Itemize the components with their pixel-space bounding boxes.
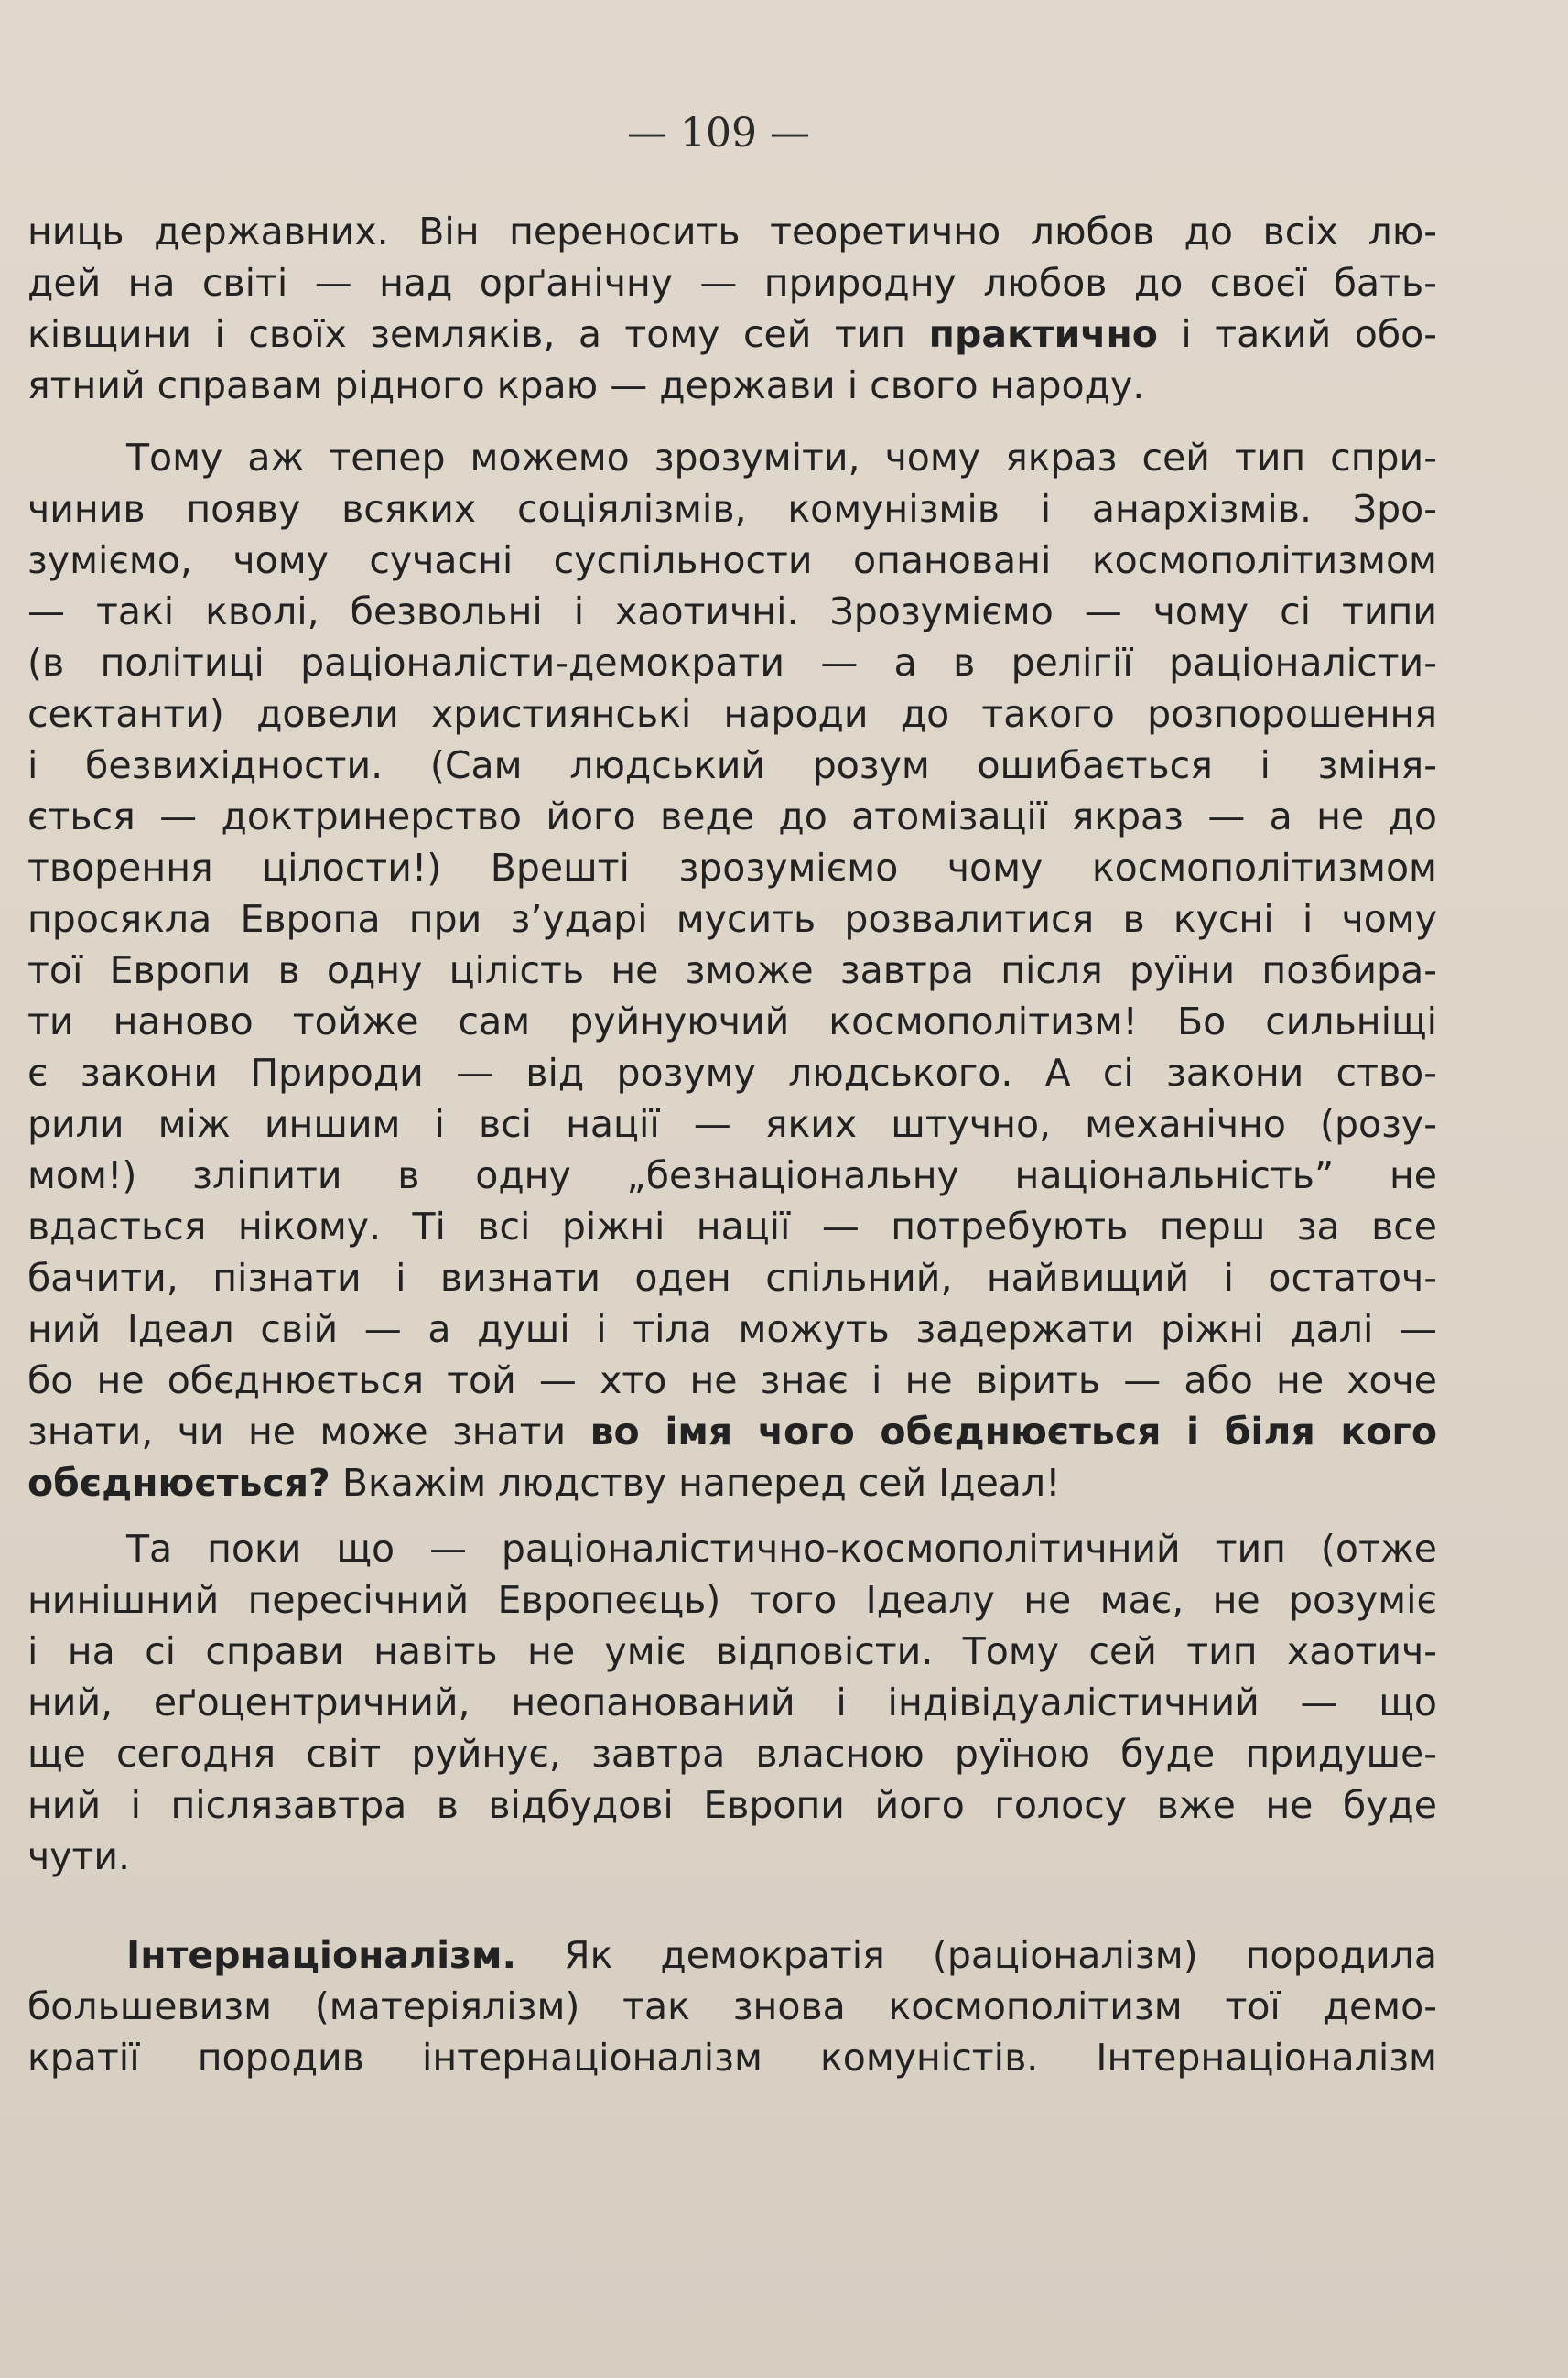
text-line: ний Ідеал свій — а душі і тіла можуть задержати ріжні далі —: [27, 1307, 1437, 1351]
text-line: сектанти) довели християнські народи до такого розпорошення: [27, 692, 1437, 736]
text-line: ще сегодня світ руйнує, завтра власною руїною буде придуше-: [27, 1732, 1437, 1776]
bold-phrase: обєднюється?: [27, 1461, 330, 1505]
text-line: большевизм (матеріялізм) так знова космополітизм тої демо-: [27, 1984, 1437, 2028]
text-line: мом!) зліпити в одну „безнаціональну національність” не: [27, 1153, 1437, 1197]
text-line: ятний справам рідного краю — держави і свого народу.: [27, 363, 1145, 407]
text-line: знати, чи не може знати во імя чого обєднюється і біля кого: [27, 1410, 1437, 1454]
paragraph-2: [27, 432, 1437, 1508]
text-line: ний, еґоцентричний, неопанований і індівідуалістичний — що: [27, 1681, 1437, 1724]
text-line: Та поки що — раціоналістично-космополітичний тип (отже: [126, 1527, 1437, 1571]
paragraph-3: [27, 1523, 1437, 1882]
text-line: ється — доктринерство його веде до атомізації якраз — а не до: [27, 794, 1437, 838]
text-line: є закони Природи — від розуму людського. А сі закони ство-: [27, 1051, 1437, 1095]
text-line: бачити, пізнати і визнати оден спільний, найвищий і остаточ-: [27, 1256, 1437, 1300]
text-line: Інтернаціоналізм. Як демократія (раціоналізм) породила: [126, 1933, 1437, 1977]
text-line: — такі кволі, безвольні і хаотичні. Зрозуміємо — чому сі типи: [27, 589, 1437, 633]
text-line: тої Европи в одну цілість не зможе завтра після руїни позбира-: [27, 948, 1437, 992]
text-line: вдасться нікому. Ті всі ріжні нації — потребують перш за все: [27, 1205, 1437, 1248]
text-line: ківщини і своїх земляків, а тому сей тип практично і такий обо-: [27, 312, 1437, 356]
text-line: бо не обєднюється той — хто не знає і не вірить — або не хоче: [27, 1358, 1437, 1402]
text-line: ний і післязавтра в відбудові Европи його голосу вже не буде: [27, 1783, 1437, 1827]
text-line: просякла Европа при з’ударі мусить розвалитися в кусні і чому: [27, 897, 1437, 941]
section-heading: Інтернаціоналізм.: [126, 1933, 517, 1977]
paragraph-1: [27, 206, 1437, 411]
text-line: і безвихідности. (Сам людський розум ошибається і зміня-: [27, 743, 1437, 787]
text-line: ти наново тойже сам руйнуючий космополітизм! Бо сильніщі: [27, 1000, 1437, 1043]
text-line: рили між иншим і всі нації — яких штучно, механічно (розу-: [27, 1102, 1437, 1146]
text-line: Тому аж тепер можемо зрозуміти, чому якраз сей тип спри-: [126, 436, 1437, 480]
bold-phrase: во імя чого обєднюється і біля кого: [589, 1410, 1437, 1454]
text-line: творення цілости!) Врешті зрозуміємо чому космополітизмом: [27, 846, 1437, 890]
text-line: чути.: [27, 1834, 131, 1878]
page-number: — 109 —: [627, 110, 810, 157]
text-line: ниць державних. Він переносить теоретично любов до всіх лю-: [27, 210, 1437, 254]
paragraph-4: [27, 1929, 1437, 2083]
text-line: і на сі справи навіть не уміє відповісти. Тому сей тип хаотич-: [27, 1629, 1437, 1673]
text-line: кратії породив інтернаціоналізм комуністів. Інтернаціоналізм: [27, 2036, 1437, 2080]
bold-term: практично: [928, 312, 1158, 356]
text-line: нинішний пересічний Европеєць) того Ідеалу не має, не розуміє: [27, 1578, 1437, 1622]
text-line: дей на світі — над орґанічну — природну любов до своєї бать-: [27, 261, 1437, 305]
text-line: чинив появу всяких соціялізмів, комунізмів і анархізмів. Зро-: [27, 487, 1437, 531]
text-line: зуміємо, чому сучасні суспільности опановані космополітизмом: [27, 538, 1437, 582]
text-line: (в політиці раціоналісти-демократи — а в релігії раціоналісти-: [27, 641, 1437, 685]
text-line: обєднюється? Вкажім людству наперед сей Ідеал!: [27, 1461, 1061, 1505]
